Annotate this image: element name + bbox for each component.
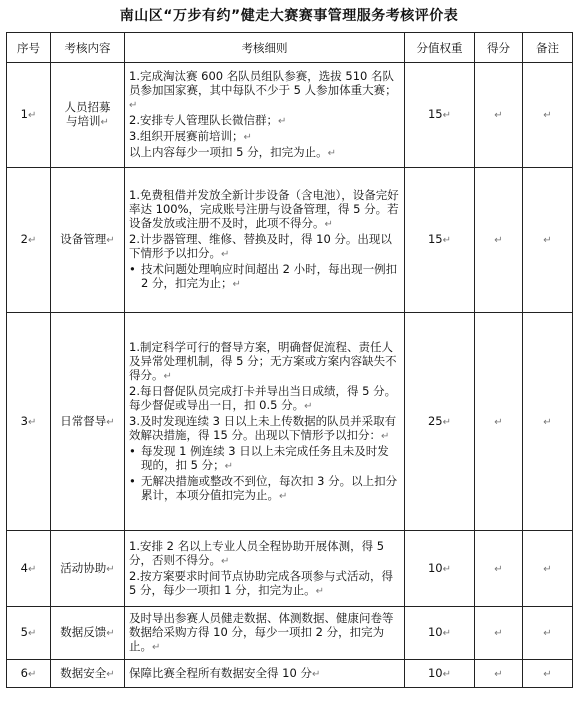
return-mark: ↵ [232,279,241,290]
return-mark: ↵ [277,116,287,127]
table-row [7,313,573,531]
table-row [7,660,573,688]
row-content [51,168,125,313]
detail-line: 2.按方案要求时间节点协助完成各项参与式活动，得 5 分，每少一项扣 1 分，扣完为止。↵ [129,568,393,597]
return-mark: ↵ [100,117,109,128]
return-mark: ↵ [543,110,552,121]
detail-bullet [129,262,400,292]
return-mark: ↵ [442,416,452,428]
return-mark: ↵ [494,563,503,575]
return-mark: ↵ [442,110,452,121]
header-no: 序号 [7,33,51,63]
return-mark: ↵ [27,416,37,428]
return-mark: ↵ [543,235,552,246]
return-mark: ↵ [27,668,37,680]
header-remark: 备注 [523,33,573,63]
bullet-dot: • [129,473,136,488]
detail-line: 3.及时发现连续 3 日以上未上传数据的队员并采取有效解决措施，得 15 分。出现以下情形予以扣分：↵ [129,413,397,442]
bullet-dot: • [129,262,136,276]
return-mark: ↵ [106,668,115,680]
bullet-dot: • [129,443,136,458]
return-mark: ↵ [163,370,172,382]
return-mark: ↵ [494,235,503,246]
return-mark: ↵ [494,110,503,121]
content-line: 数据反馈↵ [60,625,115,639]
return-mark: ↵ [27,110,37,121]
row-details [125,607,405,660]
table-row [7,531,573,607]
return-mark: ↵ [442,563,452,575]
return-mark: ↵ [442,668,452,680]
return-mark: ↵ [27,563,37,575]
detail-line: 3.组织开展赛前培训；↵ [129,129,252,143]
return-mark: ↵ [442,628,452,639]
row-score [475,168,523,313]
row-number: 3↵ [7,313,51,531]
return-mark: ↵ [327,148,337,159]
row-number: 4↵ [7,531,51,607]
return-mark: ↵ [106,563,115,575]
row-number: 2↵ [7,168,51,313]
row-details [125,63,405,168]
detail-line: 及时导出参赛人员健走数据、体测数据、健康问卷等数据给采购方得 10 分，每少一项扣 2 分，扣完为止。↵ [129,611,394,653]
bullet-text: 技术问题处理响应时间超出 2 小时，每出现一例扣 2 分，扣完为止；↵ [141,262,398,290]
detail-bullet [129,444,400,474]
return-mark: ↵ [152,642,161,653]
header-weight: 分值权重 [405,33,475,63]
return-mark: ↵ [279,490,288,502]
row-number: 1↵ [7,63,51,168]
return-mark: ↵ [543,668,552,680]
row-content [51,660,125,688]
row-weight: 10↵ [405,607,475,660]
row-weight: 15↵ [405,168,475,313]
row-score [475,63,523,168]
row-remark [523,63,573,168]
table-row [7,63,573,168]
content-line: 设备管理↵ [60,232,115,246]
return-mark: ↵ [494,416,503,428]
row-number: 5↵ [7,607,51,660]
detail-line: 2.计步器管理、维修、替换及时，得 10 分。出现以下情形予以扣分。↵ [129,232,392,260]
detail-line: 2.每日督促队员完成打卡并导出当日成绩，得 5 分。每少督促或导出一日，扣 0.5 分。↵ [129,383,397,412]
return-mark: ↵ [494,668,503,680]
row-details [125,660,405,688]
bullet-text: 无解决措施或整改不到位，每次扣 3 分。以上扣分累计，本项分值扣完为止。↵ [141,473,398,502]
row-score [475,313,523,531]
row-weight: 25↵ [405,313,475,531]
row-details [125,313,405,531]
return-mark: ↵ [27,235,37,246]
row-remark [523,607,573,660]
content-line: 与培训↵ [66,114,109,128]
detail-line: 以上内容每少一项扣 5 分，扣完为止。↵ [129,145,337,159]
return-mark: ↵ [315,585,324,597]
return-mark: ↵ [106,235,115,246]
row-content [51,607,125,660]
header-score: 得分 [475,33,523,63]
evaluation-table [6,32,573,688]
return-mark: ↵ [324,219,333,230]
return-mark: ↵ [304,400,313,412]
detail-line: 保障比赛全程所有数据安全得 10 分↵ [129,665,321,680]
bullet-text: 每发现 1 例连续 3 日以上未完成任务且未及时发现的，扣 5 分；↵ [141,443,389,472]
content-line: 数据安全↵ [60,665,115,680]
table-body [7,63,573,688]
row-remark [523,531,573,607]
table-row [7,168,573,313]
return-mark: ↵ [543,416,552,428]
return-mark: ↵ [221,555,230,567]
row-weight: 15↵ [405,63,475,168]
return-mark: ↵ [27,628,37,639]
row-remark [523,168,573,313]
header-details: 考核细则 [125,33,405,63]
return-mark: ↵ [380,430,390,442]
detail-bullet [129,474,400,504]
detail-line: 2.安排专人管理队长微信群；↵ [129,113,287,127]
row-remark [523,313,573,531]
content-line: 日常督导↵ [60,413,115,428]
return-mark: ↵ [129,100,138,111]
detail-line: 1.制定科学可行的督导方案，明确督促流程、责任人及异常处理机制，得 5 分；无方案或方案内容缺失不得分。↵ [129,339,397,382]
row-score [475,607,523,660]
detail-line: 1.免费租借并发放全新计步设备（含电池），设备完好率达 100%，完成账号注册与设备管理，得 5 分。若设备发放或注册不及时，此项不得分。↵ [129,188,399,230]
detail-line: 1.完成淘汰赛 600 名队员组队参赛，选拔 510 名队员参加国家赛，其中每队不少于 5 人参加体重大赛；↵ [129,69,397,111]
return-mark: ↵ [442,235,452,246]
row-score [475,531,523,607]
table-row [7,607,573,660]
row-content [51,63,125,168]
row-number: 6↵ [7,660,51,688]
content-line: 人员招募 [64,100,111,114]
return-mark: ↵ [243,132,252,143]
return-mark: ↵ [106,628,115,639]
header-content: 考核内容 [51,33,125,63]
row-remark [523,660,573,688]
row-content [51,313,125,531]
return-mark: ↵ [106,416,115,428]
row-score [475,660,523,688]
return-mark: ↵ [221,249,230,260]
header-row [7,33,573,63]
return-mark: ↵ [494,628,503,639]
return-mark: ↵ [543,563,552,575]
row-weight: 10↵ [405,531,475,607]
row-weight: 10↵ [405,660,475,688]
row-details [125,531,405,607]
table-title: 南山区“万步有约”健走大赛赛事管理服务考核评价表 [119,8,459,24]
return-mark: ↵ [311,668,321,680]
row-content [51,531,125,607]
return-mark: ↵ [543,628,552,639]
return-mark: ↵ [224,460,234,472]
row-details [125,168,405,313]
content-line: 活动协助↵ [60,560,115,575]
detail-line: 1.安排 2 名以上专业人员全程协助开展体测，得 5 分，否则不得分。↵ [129,538,385,567]
